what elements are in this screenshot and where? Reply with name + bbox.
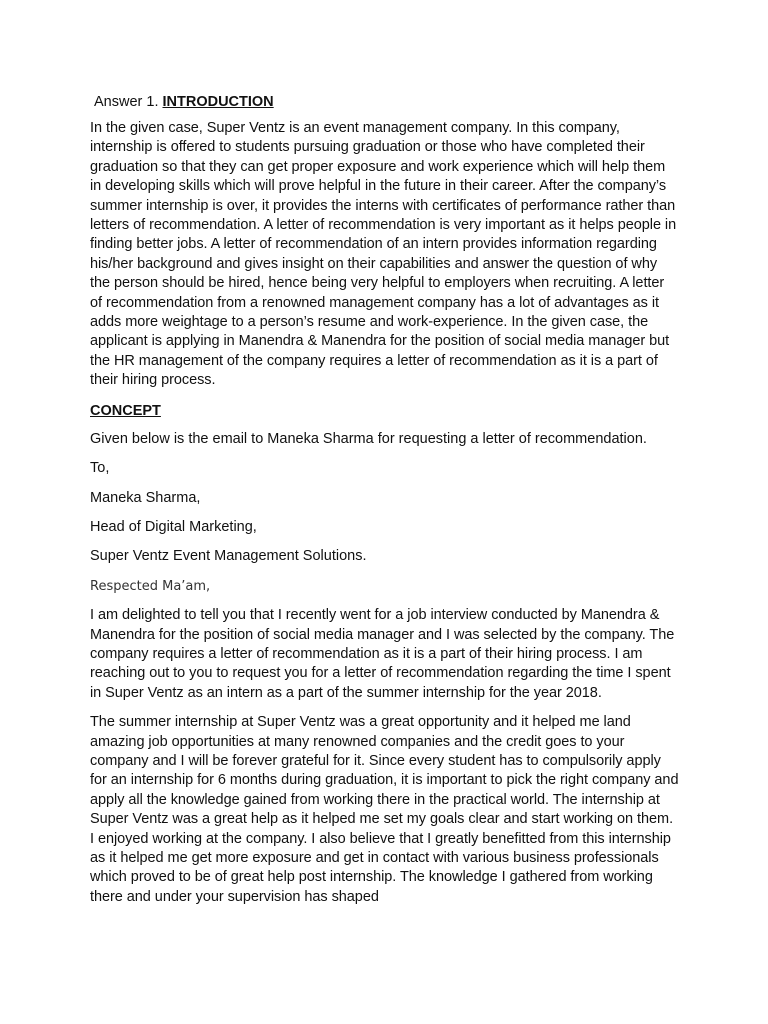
document-page — [90, 92, 680, 917]
concept-heading: CONCEPT — [90, 402, 161, 419]
letter-body-paragraph-1: I am delighted to tell you that I recently went for a job interview conducted by Manendra & Manendra for the position of social media manager and I was selected by the company. The company requires a letter of recommendation as it is a part of their hiring process. I am reaching out to you to request you for a letter of recommendation regarding the time I spent in Super Ventz as an intern as a part of the summer internship for the year 2018. — [90, 607, 675, 701]
recipient-organization: Super Ventz Event Management Solutions. — [90, 548, 367, 565]
recipient-name: Maneka Sharma, — [90, 489, 201, 506]
concept-intro: Given below is the email to Maneka Sharma for requesting a letter of recommendation. — [90, 430, 647, 447]
answer-heading — [94, 92, 680, 112]
salutation: Respected Ma’am, — [90, 578, 211, 594]
recipient-title: Head of Digital Marketing, — [90, 518, 257, 535]
letter-to: To, — [90, 460, 110, 477]
introduction-paragraph: In the given case, Super Ventz is an event management company. In this company, internship is offered to students pursuing graduation or those who have completed their graduation so that they can get proper exposure and work experience which will help them in developing skills which will prove helpful in the future in their career. After the company’s summer internship is over, it provides the interns with certificates of performance rather than letters of recommendation. A letter of recommendation is very important as it helps people in finding better jobs. A letter of recommendation of an intern provides information regarding his/her background and gives insight on their capabilities and answer the question of why the person should be hired, hence being very helpful to employers when recruiting. A letter of recommendation from a renowned management company has a lot of advantages as it adds more weightage to a person’s resume and work-experience. In the given case, the applicant is applying in Manendra & Manendra for the position of social media manager but the HR management of the company requires a letter of recommendation as it is a part of their hiring process. — [90, 120, 677, 389]
letter-body-paragraph-2: The summer internship at Super Ventz was a great opportunity and it helped me land amazing job opportunities at many renowned companies and the credit goes to your company and I will be forever grateful for it. Since every student has to compulsorily apply for an internship for 6 months during graduation, it is important to pick the right company and apply all the knowledge gained from working there in the practical world. The internship at Super Ventz was a great help as it helped me set my goals clear and start working on them. I enjoyed working at the company. I also believe that I greatly benefitted from this internship as it helped me get more exposure and get in contact with various business professionals which proved to be of great help post internship. The knowledge I gathered from working there and under your supervision has shaped — [90, 714, 679, 905]
introduction-heading: INTRODUCTION — [162, 94, 274, 110]
answer-label: Answer 1. — [94, 94, 163, 110]
